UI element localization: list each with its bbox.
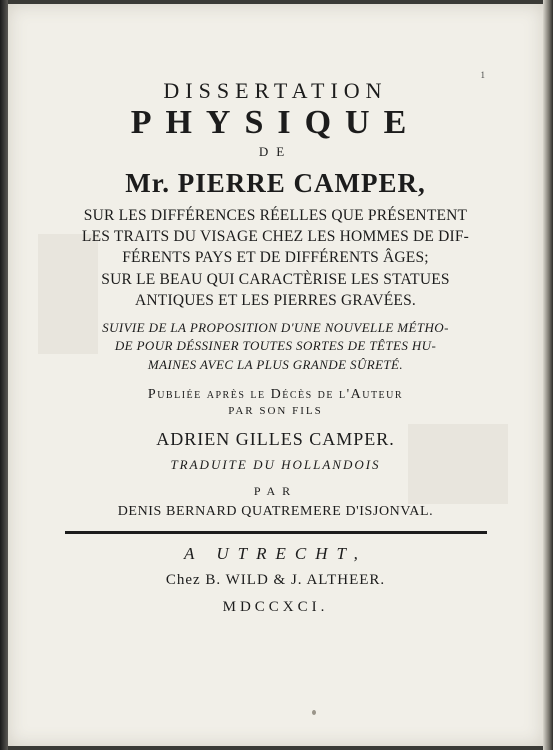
- title-de: DE: [258, 144, 293, 159]
- translator-name: DENIS BERNARD QUATREMERE D'ISJONVAL.: [117, 504, 434, 519]
- suite-line: DE POUR DÉSSINER TOUTES SORTES DE TÊTES HU-: [114, 338, 437, 353]
- imprint-city: A UTRECHT,: [184, 544, 367, 563]
- imprint-divider: [65, 531, 487, 534]
- subtitle-line: SUR LES DIFFÉRENCES RÉELLES QUE PRÉSENTENT: [83, 207, 468, 224]
- suite-line: SUIVIE DE LA PROPOSITION D'UNE NOUVELLE MÉTHO-: [102, 320, 449, 335]
- subtitle-line: SUR LE BEAU QUI CARACTÈRISE LES STATUES: [101, 271, 450, 288]
- suite-line: MAINES AVEC LA PLUS GRANDE SÛRETÉ.: [147, 357, 404, 372]
- subtitle-line: LES TRAITS DU VISAGE CHEZ LES HOMMES DE DIF-: [81, 228, 470, 245]
- paper-blemish: [312, 710, 316, 715]
- par-word: PAR: [253, 484, 298, 498]
- son-name: ADRIEN GILLES CAMPER.: [156, 429, 395, 449]
- title-line-2: PHYSIQUE: [130, 104, 421, 141]
- imprint-publisher: Chez B. WILD & J. ALTHEER.: [165, 572, 386, 588]
- title-line-1: DISSERTATION: [163, 78, 388, 103]
- title-page-content: [8, 4, 543, 746]
- translated-from: TRADUITE DU HOLLANDOIS: [170, 457, 381, 472]
- title-page: [8, 4, 543, 746]
- subtitle-line: FÉRENTS PAYS ET DE DIFFÉRENTS ÂGES;: [122, 249, 429, 266]
- author-name: Mr. PIERRE CAMPER,: [125, 168, 426, 198]
- page-edge: [543, 0, 553, 750]
- par-son-fils: PAR SON FILS: [228, 405, 323, 417]
- subtitle-line: ANTIQUES ET LES PIERRES GRAVÉES.: [135, 292, 416, 309]
- published-note: Publiée après le Décès de l'Auteur: [147, 387, 404, 402]
- corner-mark: 1: [480, 70, 485, 80]
- imprint-year: MDCCXCI.: [222, 599, 329, 615]
- book-spine: [0, 0, 8, 750]
